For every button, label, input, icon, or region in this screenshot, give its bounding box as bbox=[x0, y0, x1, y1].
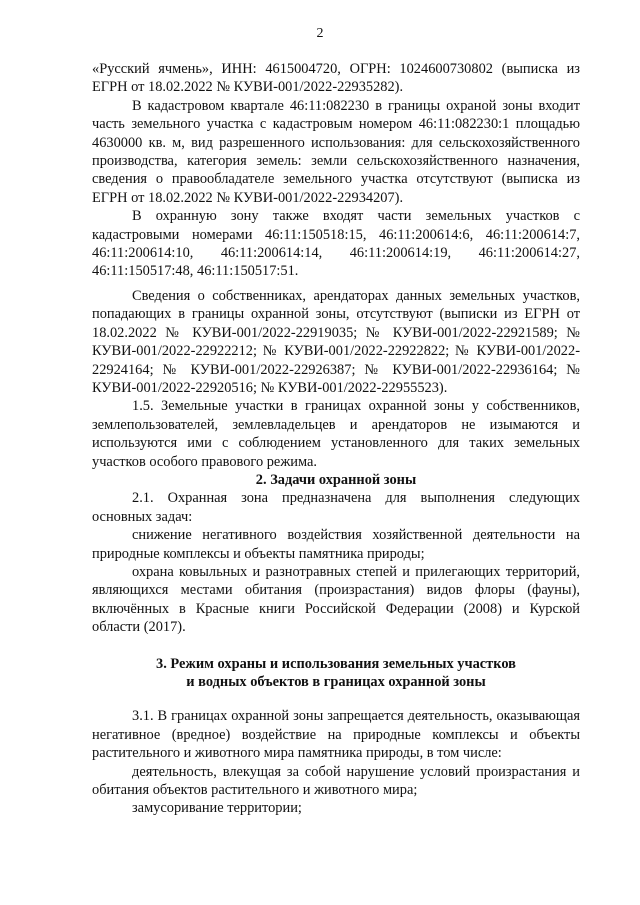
section-3-heading-line-2: и водных объектов в границах охранной зоны bbox=[186, 674, 486, 690]
paragraph-owner-continuation: «Русский ячмень», ИНН: 4615004720, ОГРН: 1024600730802 (выписка из ЕГРН от 18.02.2022 № КУВИ-001/2022-22935282). bbox=[92, 61, 580, 96]
paragraph-task-reduce-impact: снижение негативного воздействия хозяйственной деятельности на природные комплексы и объекты памятника природы; bbox=[92, 527, 580, 562]
paragraph-cadastral-quarter: В кадастровом квартале 46:11:082230 в границы охраной зоны входит часть земельного участка с кадастровым номером 46:11:082230:1 площадью 4630000 кв. м, вид разрешенного использования: для сельскохозяйственного производства, категория земель: земли сельскохозяйственного назначения, сведения о правообладателе земельного участка отсутствуют (выписка из ЕГРН от 18.02.2022 № КУВИ-001/2022-22934207). bbox=[92, 97, 580, 206]
section-3-heading-line-1: 3. Режим охраны и использования земельных участков bbox=[156, 655, 516, 672]
paragraph-owners-info: Сведения о собственниках, арендаторах данных земельных участков, попадающих в границы охранной зоны, отсутствуют (выписки из ЕГРН от 18.02.2022 № КУВИ-001/2022-22919035; № КУВИ-001/2022-22921589; № КУВИ-001/2022-22922212; № КУВИ-001/2022-22922822; № КУВИ-001/2022-22924164; № КУВИ-001/2022-22926387; № КУВИ-001/2022-22936164; № КУВИ-001/2022-22920516; № КУВИ-001/2022-22955523). bbox=[92, 287, 580, 396]
paragraph-3-1: 3.1. В границах охранной зоны запрещается деятельность, оказывающая негативное (вредное) воздействие на природные комплексы и объекты растительного и животного мира памятника природы, в том числе: bbox=[92, 708, 580, 762]
document-body bbox=[92, 60, 580, 818]
paragraph-1-5: 1.5. Земельные участки в границах охранной зоны у собственников, землепользователей, землевладельцев и арендаторов не изымаются и используются ими с соблюдением установленного для таких земельных участков особого правового режима. bbox=[92, 398, 580, 470]
paragraph-task-protect-steppes: охрана ковыльных и разнотравных степей и прилегающих территорий, являющихся местами обитания (произрастания) видов флоры (фауны), включённых в Красные книги Российской Федерации (2008) и Курской области (2017). bbox=[92, 563, 580, 636]
paragraph-prohibited-disruption: деятельность, влекущая за собой нарушение условий произрастания и обитания объектов растительного и животного мира; bbox=[92, 763, 580, 799]
page-number: 2 bbox=[316, 26, 324, 41]
paragraph-2-1: 2.1. Охранная зона предназначена для выполнения следующих основных задач: bbox=[92, 490, 580, 525]
section-2-heading: 2. Задачи охранной зоны bbox=[255, 471, 417, 488]
paragraph-prohibited-littering: замусоривание территории; bbox=[132, 800, 302, 817]
section-3-heading bbox=[92, 655, 580, 692]
paragraph-land-plot-parts: В охранную зону также входят части земельных участков с кадастровыми номерами 46:11:150518:15, 46:11:200614:6, 46:11:200614:7, 46:11:200614:10, 46:11:200614:14, 46:11:200614:19, 46:11:200614:27, 46:11:150517:48, 46:11:150517:51. bbox=[92, 208, 580, 280]
